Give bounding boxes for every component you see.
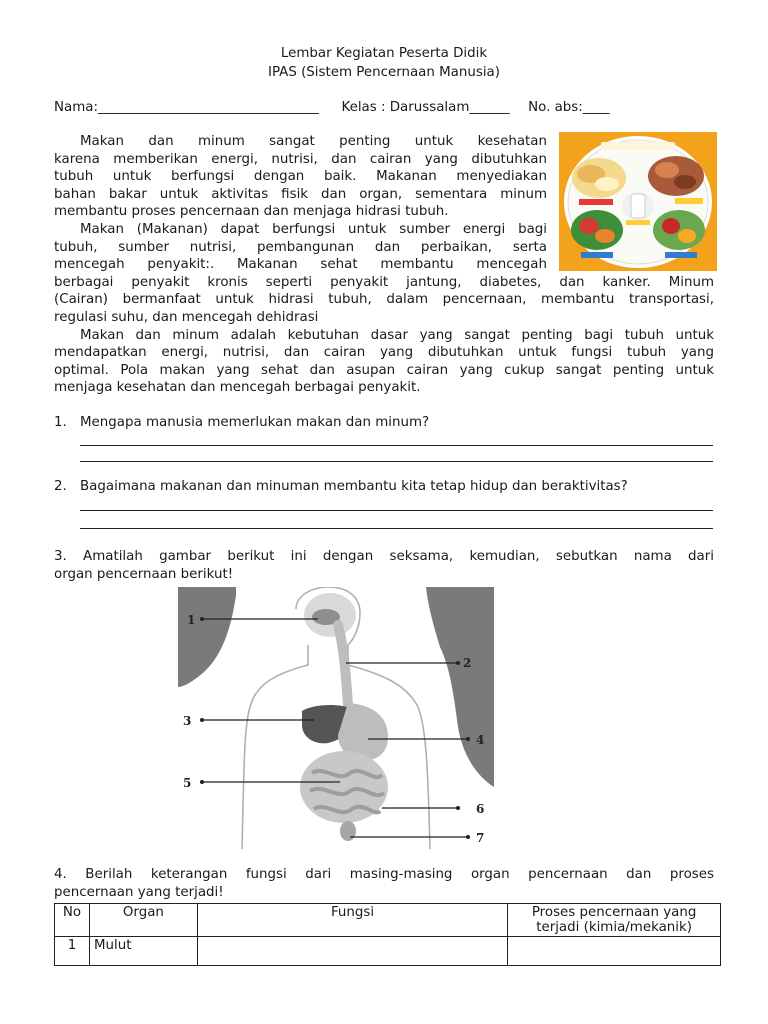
paragraph-line: regulasi suhu, dan mencegah dehidrasi (54, 310, 319, 325)
paragraph-line: bahan bakar untuk aktivitas fisik dan organ, sementara minum (54, 186, 547, 202)
organ-label-5: 5 (183, 776, 192, 790)
paragraph-line: tubuh, sumber nutrisi, pembangunan dan perbaikan, serta (54, 239, 547, 255)
answer-line-1a[interactable] (80, 445, 713, 446)
question-text: organ pencernaan berikut! (54, 567, 234, 582)
table-row (55, 937, 721, 966)
organ-function-table (54, 903, 721, 966)
question-2 (54, 478, 714, 496)
paragraph-line: Makan dan minum sangat penting untuk kesehatan (80, 134, 547, 149)
paragraph-line: membantu proses pencernaan dan menjaga hidrasi tubuh. (54, 204, 449, 220)
cell-fungsi[interactable] (197, 937, 507, 966)
paragraph-line: optimal. Pola makan yang sehat dan asupan cairan yang cukup sangat penting untuk (54, 362, 714, 378)
question-1 (54, 414, 714, 432)
answer-line-2a[interactable] (80, 510, 713, 511)
paragraph-line: (Cairan) bermanfaat untuk hidrasi tubuh, dalam pencernaan, membantu transportasi, (54, 292, 714, 308)
question-text: 4. Berilah keterangan fungsi dari masing-masing organ pencernaan dan proses (54, 867, 714, 882)
worksheet-subtitle: IPAS (Sistem Pencernaan Manusia) (268, 65, 500, 80)
question-text: Bagaimana makanan dan minuman membantu kita tetap hidup dan beraktivitas? (80, 479, 628, 494)
question-text: pencernaan yang terjadi! (54, 885, 224, 900)
header-organ: Organ (89, 904, 197, 937)
question-3 (54, 548, 714, 584)
name-field[interactable]: Nama:_________________________________ (54, 100, 319, 115)
answer-line-1b[interactable] (80, 461, 713, 462)
header-proses (508, 904, 721, 937)
header-proses-line: terjadi (kimia/mekanik) (536, 920, 692, 935)
header-no: No (55, 904, 90, 937)
organ-label-2: 2 (463, 656, 472, 670)
paragraph-line: karena memberikan energi, nutrisi, dan cairan yang dibutuhkan (54, 151, 547, 167)
question-4 (54, 866, 714, 902)
digestive-system-illustration (178, 587, 494, 849)
table-header-row (55, 904, 721, 937)
organ-label-7: 7 (476, 831, 485, 845)
reading-paragraph (54, 133, 714, 403)
digestive-system-diagram (178, 587, 494, 849)
paragraph-line: menjaga kesehatan dan mencegah berbagai penyakit. (54, 380, 421, 396)
header-fungsi: Fungsi (197, 904, 507, 937)
paragraph-line: Makan dan minum adalah kebutuhan dasar yang sangat penting bagi tubuh untuk (80, 327, 714, 343)
cell-no: 1 (55, 937, 90, 966)
organ-label-3: 3 (183, 714, 192, 728)
organ-label-4: 4 (476, 733, 485, 747)
worksheet-title: Lembar Kegiatan Peserta Didik (280, 46, 488, 61)
organ-label-1: 1 (187, 613, 196, 627)
absence-number-field[interactable]: No. abs:____ (528, 100, 610, 115)
class-field[interactable]: Kelas : Darussalam______ (341, 100, 510, 115)
paragraph-line: mendapatkan energi, nutrisi, dan cairan yang dibutuhkan untuk fungsi tubuh yang (54, 345, 714, 361)
student-identity-row (54, 98, 714, 117)
cell-proses[interactable] (508, 937, 721, 966)
paragraph-line: berbagai penyakit kronis seperti penyakit jantung, diabetes, dan kanker. Minum (54, 274, 714, 290)
paragraph-line: tubuh untuk berfungsi dengan baik. Makanan menyediakan (54, 169, 547, 185)
question-number: 2. (54, 479, 67, 494)
question-text: Mengapa manusia memerlukan makan dan minum? (80, 415, 430, 430)
header-proses-line: Proses pencernaan yang (531, 905, 697, 920)
answer-line-2b[interactable] (80, 528, 713, 529)
cell-organ: Mulut (89, 937, 197, 966)
paragraph-line: mencegah penyakit:. Makanan sehat membantu mencegah (54, 257, 547, 273)
paragraph-line: Makan (Makanan) dapat berfungsi untuk sumber energi bagi (80, 222, 547, 237)
question-number: 1. (54, 415, 67, 430)
organ-label-6: 6 (476, 802, 485, 816)
question-text: 3. Amatilah gambar berikut ini dengan seksama, kemudian, sebutkan nama dari (54, 549, 714, 564)
